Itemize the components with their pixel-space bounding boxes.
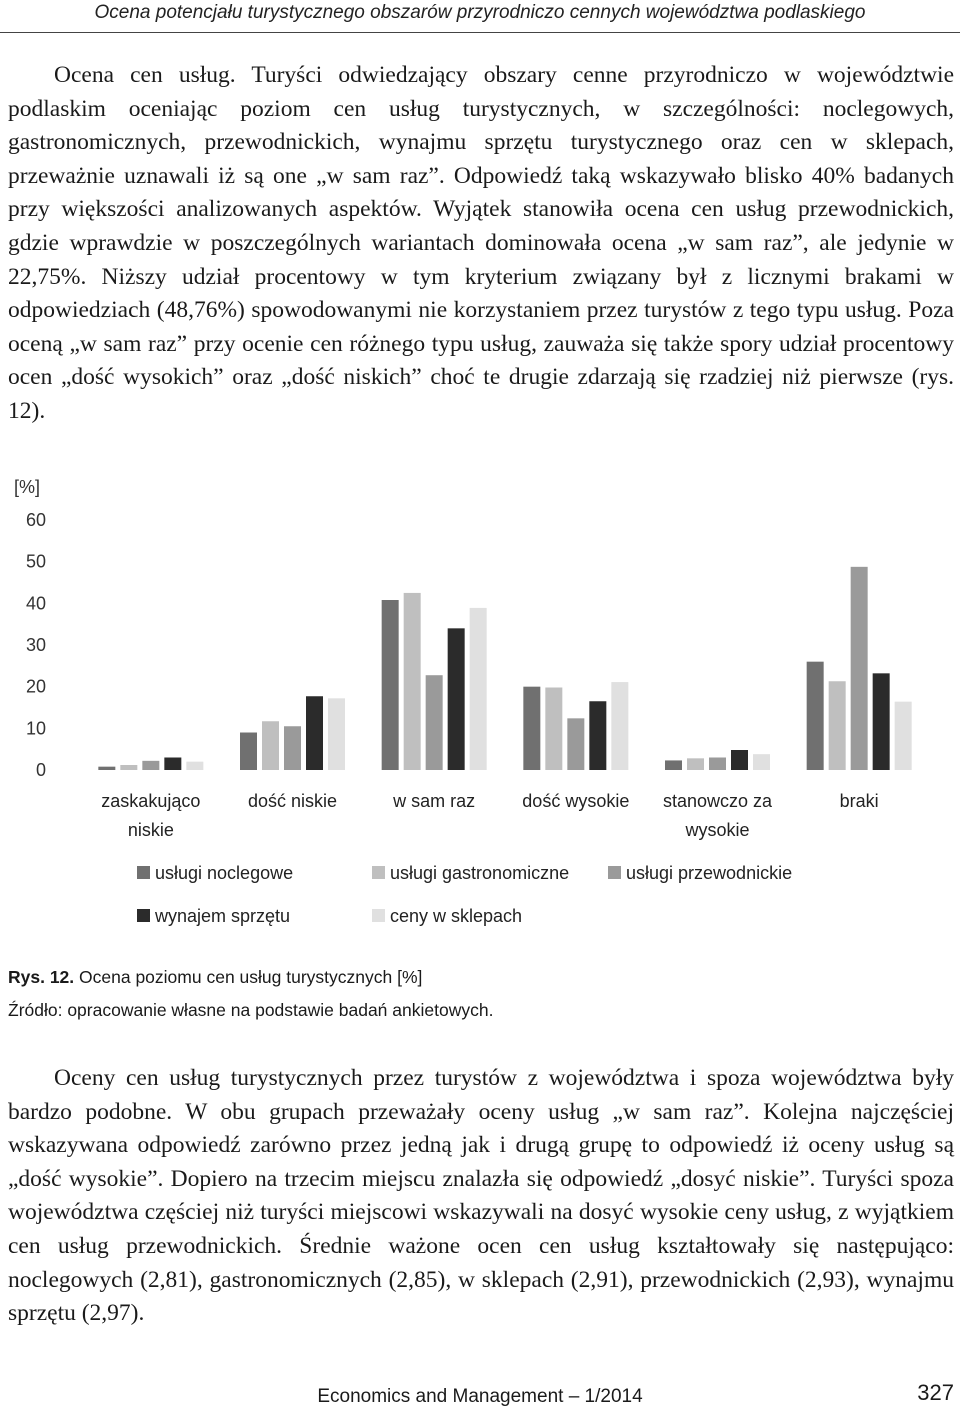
y-tick-label: 60 [25, 510, 46, 530]
legend-label: ceny w sklepach [390, 906, 523, 926]
figure-source: Źródło: opracowanie własne na podstawie badań ankietowych. [8, 1000, 494, 1020]
legend-label: wynajem sprzętu [155, 906, 291, 926]
bar [731, 750, 748, 770]
running-title: Ocena potencjału turystycznego obszarów przyrodniczo cennych województwa podlaskiego [94, 2, 866, 23]
bar [611, 682, 628, 770]
bar [142, 761, 159, 770]
bar [895, 702, 912, 770]
legend-swatch [372, 909, 385, 922]
figure-12 [0, 465, 960, 965]
bar [164, 758, 181, 771]
figure-caption [8, 967, 422, 988]
legend-swatch [608, 866, 621, 879]
bar [665, 760, 682, 770]
x-category-label: w sam raz [393, 791, 476, 811]
paragraph-price-evaluation: Ocena cen usług. Turyści odwiedzający obszary cenne przyrodniczo w województwie podlaskim oceniając poziom cen usług turystycznych, w szczególności: noclegowych, gastronomicznych, przewodnickich, wynajmu sprzętu turystycznego oraz cen w sklepach, przeważnie uznawali iż są one „w sam raz”. Odpowiedź taką wskazywało blisko 40% badanych przy większości analizowanych aspektów. Wyjątek stanowiła ocena cen usług przewodnickich, gdzie wprawdzie w poszczególnych wariantach dominowała ocena „w sam raz”, ale jedynie w 22,75%. Niższy udział procentowy w tym kryterium związany był z licznymi brakami w odpowiedziach (48,76%) spowodowanymi nie korzystaniem przez turystów z tego typu usług. Poza oceną „w sam raz” przy ocenie cen różnego typu usług, zauważa się także spory udział procentowy ocen „dość wysokich” oraz „dość niskich” choć te drugie zdarzają się rzadziej niż pierwsze (rys. 12). [8, 62, 954, 424]
y-axis-label: [%] [14, 477, 41, 497]
bar-chart [0, 465, 960, 965]
legend-swatch [372, 866, 385, 879]
bar [382, 600, 399, 770]
x-category-label: niskie [127, 820, 174, 840]
page-number: 327 [917, 1380, 954, 1405]
bar [284, 726, 301, 770]
y-tick-label: 20 [25, 676, 46, 697]
bar [807, 662, 824, 770]
figure-caption-text: Ocena poziomu cen usług turystycznych [%] [79, 967, 423, 987]
y-tick-label: 40 [25, 593, 46, 614]
bar [262, 721, 279, 770]
bar [306, 696, 323, 770]
x-category-label: zaskakująco [101, 791, 201, 811]
page-footer [0, 1378, 960, 1408]
y-tick-label: 10 [25, 718, 46, 739]
bar [589, 701, 606, 770]
running-header [0, 0, 960, 33]
x-category-label: dość wysokie [522, 791, 630, 811]
bar [328, 698, 345, 770]
x-category-label: stanowczo za [662, 791, 773, 811]
legend-swatch [137, 866, 150, 879]
bar [851, 567, 868, 770]
legend-swatch [137, 909, 150, 922]
journal-name: Economics and Management – 1/2014 [317, 1386, 643, 1407]
y-tick-label: 50 [25, 551, 46, 572]
bar [240, 733, 257, 771]
bar [523, 687, 540, 770]
bar [873, 673, 890, 770]
bar [709, 758, 726, 771]
bar [567, 718, 584, 770]
figure-label: Rys. 12. [8, 967, 75, 987]
bar [186, 762, 203, 770]
bar [687, 758, 704, 770]
bar [470, 608, 487, 770]
bar [120, 765, 137, 770]
bar [448, 628, 465, 770]
x-category-label: wysokie [685, 820, 750, 840]
x-category-label: dość niskie [247, 791, 338, 811]
bar [404, 593, 421, 770]
bar [545, 688, 562, 771]
bar [426, 675, 443, 770]
y-tick-label: 30 [25, 635, 46, 655]
legend-label: usługi gastronomiczne [390, 863, 570, 883]
legend-label: usługi noclegowe [155, 863, 294, 883]
bar [829, 681, 846, 770]
y-tick-label: 0 [35, 760, 46, 780]
x-category-label: braki [839, 791, 879, 811]
bar [98, 767, 115, 770]
paragraph-comparison: Oceny cen usług turystycznych przez turystów z województwa i spoza województwa były bardzo podobne. W obu grupach przeważały oceny usług „w sam raz”. Kolejna najczęściej wskazywana odpowiedź zarówno przez jedną jak i drugą grupę to odpowiedź iż oceny usług są „dość wysokie”. Dopiero na trzecim miejscu znalazła się odpowiedź „dosyć niskie”. Turyści spoza województwa częściej niż turyści miejscowi wskazywali na dosyć wysokie ceny usług, z wyjątkiem cen usług przewodnickich. Średnie ważone ocen cen usług kształtowały się następująco: noclegowych (2,81), gastronomicznych (2,85), w sklepach (2,91), przewodnickich (2,93), wynajmu sprzętu (2,97). [8, 1065, 954, 1327]
bar [753, 754, 770, 770]
legend-label: usługi przewodnickie [626, 863, 793, 883]
